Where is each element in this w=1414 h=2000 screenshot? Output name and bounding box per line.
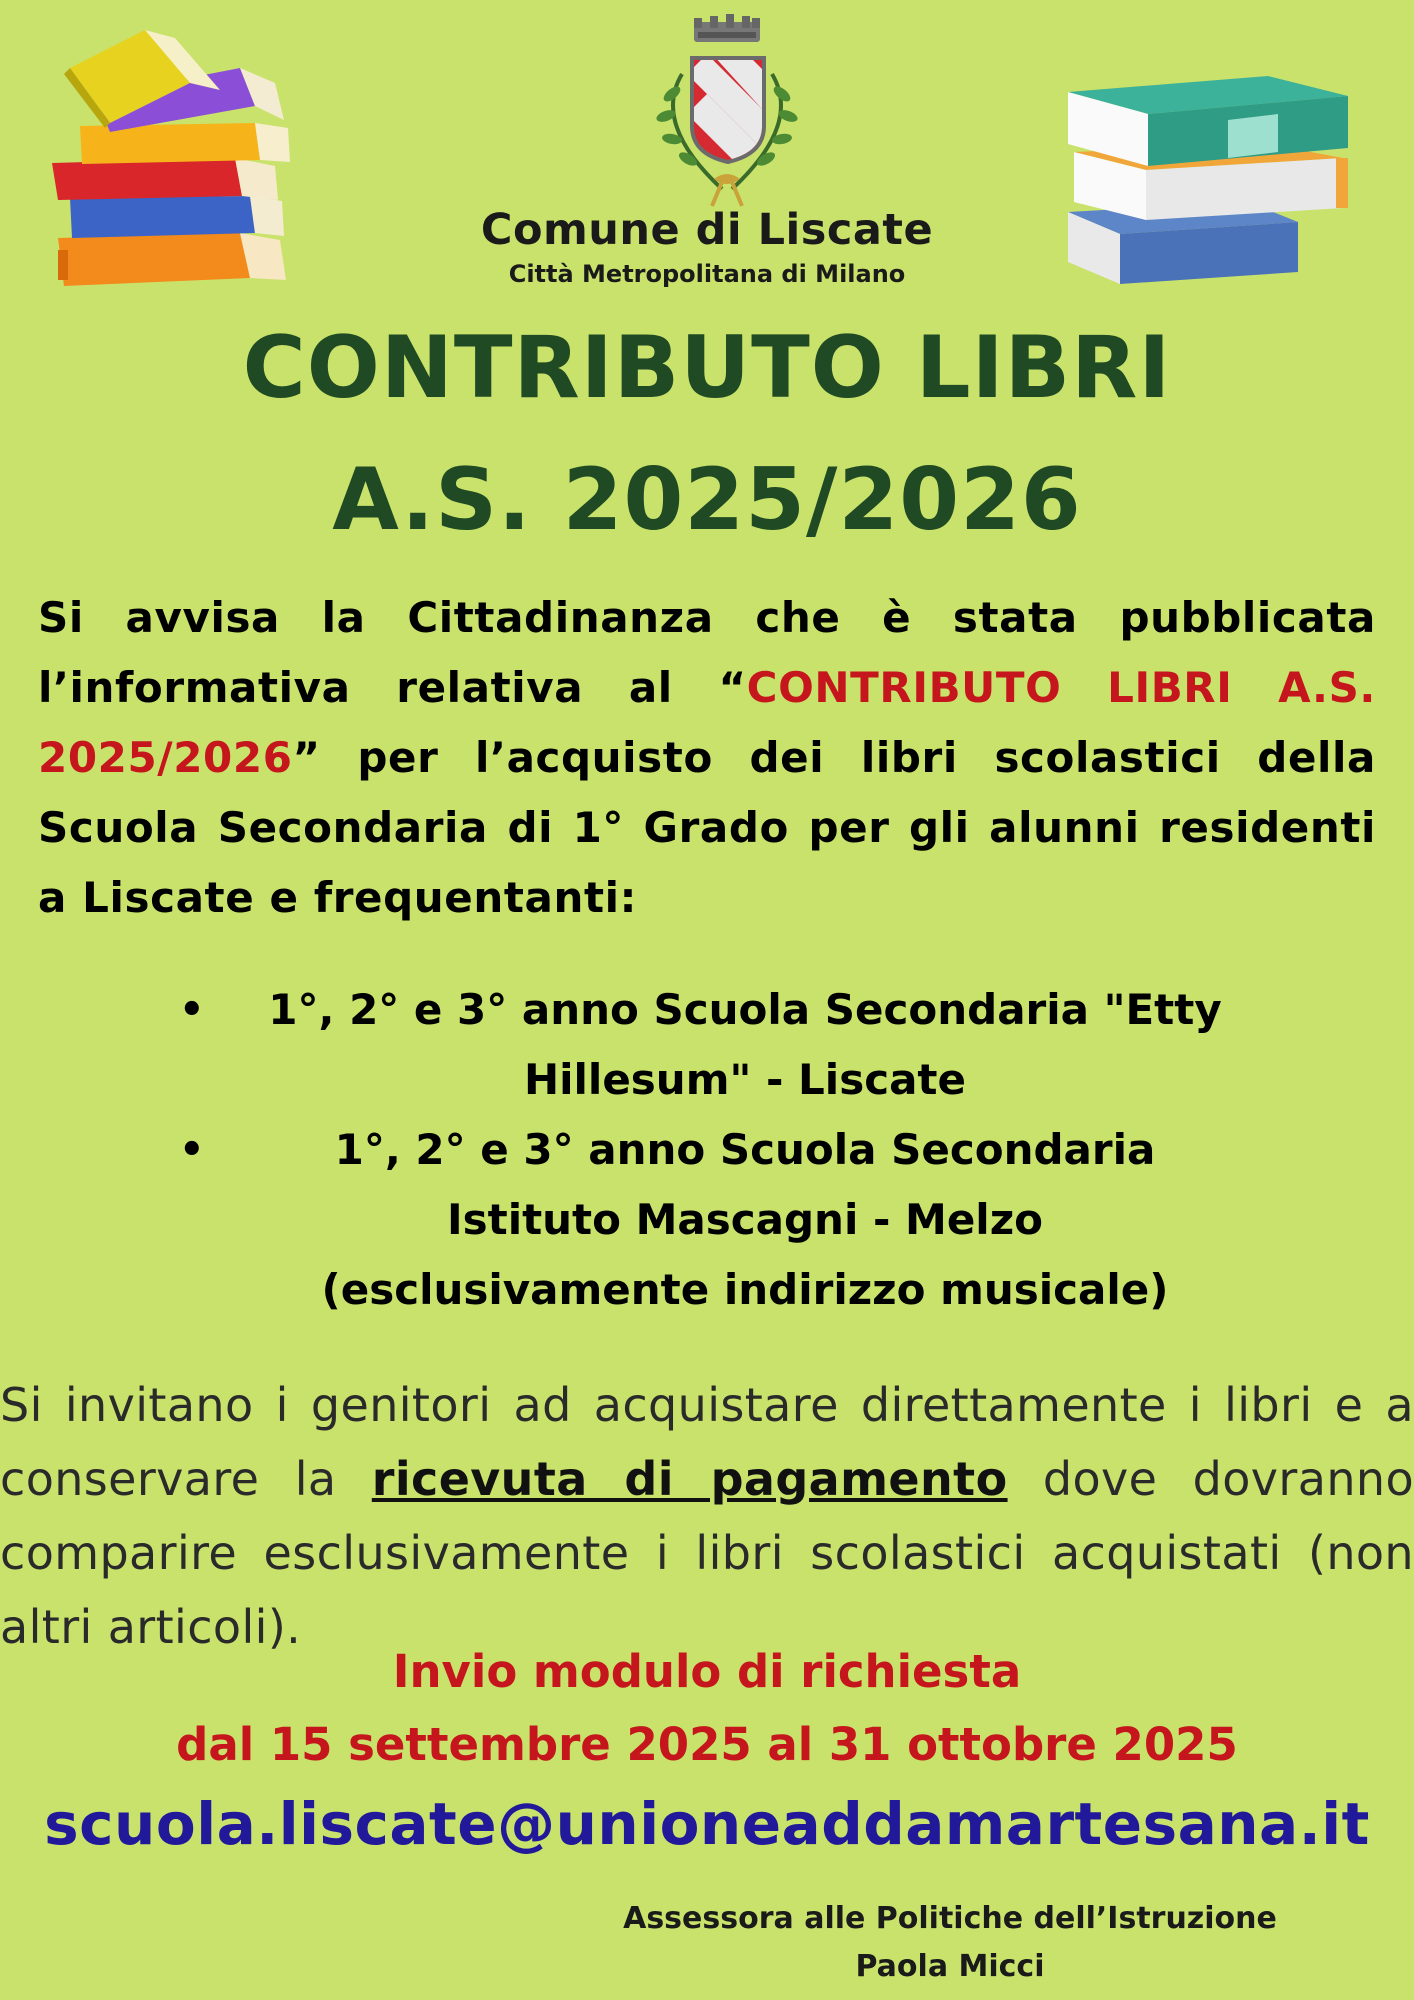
signature-name: Paola Micci: [855, 1949, 1045, 1984]
invite-text-part1: Si invitano i genitori ad acquistare direttamente i libri e a conservare la: [0, 1378, 1414, 1506]
list-item-line2: Istituto Mascagni - Melzo: [446, 1195, 1044, 1244]
list-item-line1: 1°, 2° e 3° anno Scuola Secondaria: [334, 1125, 1156, 1174]
page-title-line2: A.S. 2025/2026: [332, 450, 1082, 550]
school-list: [165, 975, 1265, 1325]
intro-paragraph: [38, 583, 1376, 933]
list-item-line2: Hillesum" - Liscate: [523, 1055, 966, 1104]
invite-text-part2: dove dovranno comparire esclusivamente i libri scolastici acquistati (non altri articoli).: [0, 1452, 1414, 1654]
list-item-line1: 1°, 2° e 3° anno Scuola Secondaria "Etty: [268, 985, 1222, 1034]
intro-text-part1: Si avvisa la Cittadinanza che è stata pubblicata l’informativa relativa al “: [38, 593, 1376, 712]
intro-text-part2: ” per l’acquisto dei libri scolastici della Scuola Secondaria di 1° Grado per gli alunni residenti a Liscate e frequentanti:: [38, 733, 1376, 922]
receipt-underlined-text: ricevuta di pagamento: [371, 1452, 1008, 1506]
municipality-name: Comune di Liscate: [480, 205, 934, 255]
bullet-icon: •: [179, 1127, 205, 1173]
invite-paragraph: [0, 1368, 1414, 1664]
page-title-line1: CONTRIBUTO LIBRI: [242, 318, 1172, 418]
signature-role: Assessora alle Politiche dell’Istruzione: [623, 1901, 1277, 1936]
list-item: [165, 1115, 1265, 1325]
signature: [600, 1895, 1300, 1991]
municipality-subtitle: Città Metropolitana di Milano: [508, 260, 906, 288]
list-item-line3: (esclusivamente indirizzo musicale): [321, 1265, 1169, 1314]
deadline-heading: Invio modulo di richiesta: [392, 1645, 1022, 1698]
list-item: [165, 975, 1265, 1115]
contact-email[interactable]: scuola.liscate@unioneaddamartesana.it: [44, 1790, 1370, 1858]
intro-highlight: CONTRIBUTO LIBRI A.S. 2025/2026: [38, 663, 1376, 782]
municipal-crest-icon: [632, 14, 822, 210]
bullet-icon: •: [179, 987, 205, 1033]
deadline-dates: dal 15 settembre 2025 al 31 ottobre 2025: [176, 1718, 1238, 1771]
